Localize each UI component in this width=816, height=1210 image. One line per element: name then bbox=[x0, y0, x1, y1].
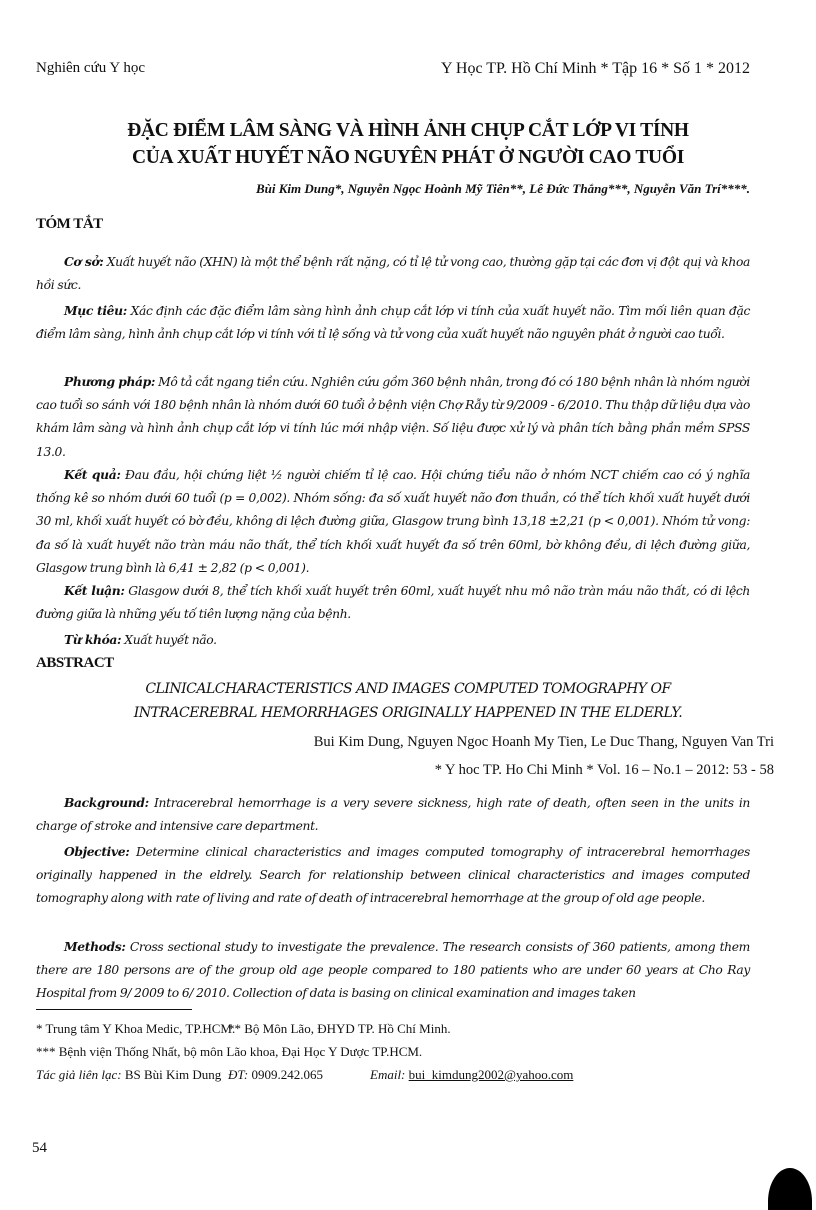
article-title-line1: ĐẶC ĐIỂM LÂM SÀNG VÀ HÌNH ẢNH CHỤP CẮT LỚP VI TÍNH bbox=[127, 120, 689, 141]
abstract-objective: Objective: Determine clinical characteristics and images computed tomography of intracerebral hemorrhages originally happened in the eldrely. Search for relationship between clinical characteristics and images computed tomography along with rate of living and rate of death of intracerebral hemorrhage at the group of old age people. bbox=[36, 844, 750, 906]
footnote-email: Email: bui_kimdung2002@yahoo.com bbox=[370, 1067, 574, 1082]
article-title-line2: CỦA XUẤT HUYẾT NÃO NGUYÊN PHÁT Ở NGƯỜI CAO TUỔI bbox=[131, 147, 684, 168]
footnote-phone: ĐT: 0909.242.065 bbox=[228, 1067, 323, 1082]
summary-results: Kết quả: Đau đầu, hội chứng liệt ½ người chiếm tỉ lệ cao. Hội chứng tiểu não ở nhóm NCT chiếm cao có ý nghĩa thống kê so nhóm dưới 60 tuổi (p = 0,002). Nhóm sống: đa số xuất huyết não đơn thuần, có thể tích khối xuất huyết dưới 30 ml, khối xuất huyết có bờ đều, không di lệch đường giữa, Glasgow trung bình 13,18 ±2,21 (p < 0,001). Nhóm tử vong: đa số là xuất huyết não tràn máu não thất, thể tích khối xuất huyết đa số trên 60ml, bờ không đều, di lệch đường giữa, Glasgow trung bình là 6,41 ± 2,82 (p < 0,001). bbox=[36, 467, 751, 575]
summary-background: Cơ sở: Xuất huyết não (XHN) là một thể bệnh rất nặng, có tỉ lệ tử vong cao, thường gặp tại các đơn vị đột quị và khoa hồi sức. bbox=[36, 254, 750, 293]
abstract-heading: ABSTRACT bbox=[36, 655, 114, 671]
summary-keywords: Từ khóa: Xuất huyết não. bbox=[64, 632, 217, 647]
citation: * Y hoc TP. Ho Chi Minh * Vol. 16 – No.1 – 2012: 53 - 58 bbox=[434, 762, 774, 778]
page-number: 54 bbox=[32, 1140, 47, 1156]
authors-en: Bui Kim Dung, Nguyen Ngoc Hoanh My Tien, Le Duc Thang, Nguyen Van Tri bbox=[313, 734, 774, 750]
summary-heading: TÓM TẮT bbox=[36, 216, 103, 232]
footnote-1: * Trung tâm Y Khoa Medic, TP.HCM. bbox=[36, 1021, 236, 1036]
summary-conclusion: Kết luận: Glasgow dưới 8, thể tích khối xuất huyết trên 60ml, xuất huyết nhu mô não tràn máu não thất, có di lệch đường giữa là những yếu tố tiên lượng nặng của bệnh. bbox=[36, 583, 750, 622]
abstract-title-line1: CLINICALCHARACTERISTICS AND IMAGES COMPUTED TOMOGRAPHY OF bbox=[145, 681, 671, 697]
authors-vi: Bùi Kim Dung*, Nguyễn Ngọc Hoành Mỹ Tiên**, Lê Đức Thắng***, Nguyễn Văn Trí****. bbox=[256, 181, 750, 196]
summary-objective: Mục tiêu: Xác định các đặc điểm lâm sàng hình ảnh chụp cắt lớp vi tính của xuất huyết não. Tìm mối liên quan đặc điểm lâm sàng, hình ảnh chụp cắt lớp vi tính với tỉ lệ sống và tử vong của xuất huyết não nguyên phát ở người cao tuổi. bbox=[36, 303, 750, 342]
scan-artifact-shape bbox=[768, 1168, 812, 1210]
footnote-3: *** Bệnh viện Thống Nhất, bộ môn Lão khoa, Đại Học Y Dược TP.HCM. bbox=[36, 1044, 423, 1059]
abstract-methods: Methods: Cross sectional study to investigate the prevalence. The research consists of 360 patients, among them there are 180 persons are of the group old age people compared to 180 patients who are under 60 years at Cho Ray Hospital from 9/ 2009 to 6/ 2010. Collection of data is basing on clinical examination and images taken bbox=[36, 939, 750, 1001]
running-header-right: Y Học TP. Hồ Chí Minh * Tập 16 * Số 1 * 2012 bbox=[440, 60, 750, 77]
abstract-title-line2: INTRACEREBRAL HEMORRHAGES ORIGINALLY HAPPENED IN THE ELDERLY. bbox=[133, 705, 683, 721]
footnote-contact: Tác giả liên lạc: BS Bùi Kim Dung bbox=[36, 1067, 222, 1082]
email-link[interactable]: bui_kimdung2002@yahoo.com bbox=[408, 1067, 574, 1082]
footnote-2: ** Bộ Môn Lão, ĐHYD TP. Hồ Chí Minh. bbox=[228, 1021, 451, 1036]
summary-methods: Phương pháp: Mô tả cắt ngang tiền cứu. Nghiên cứu gồm 360 bệnh nhân, trong đó có 180 bệnh nhân là nhóm người cao tuổi so sánh với 180 bệnh nhân là nhóm dưới 60 tuổi ở bệnh viện Chợ Rẫy từ 9/2009 - 6/2010. Thu thập dữ liệu dựa vào khám lâm sàng và hình ảnh chụp cắt lớp vi tính lúc mới nhập viện. Số liệu được xử lý và phân tích bằng phần mềm SPSS 13.0. bbox=[36, 374, 750, 459]
running-header-left: Nghiên cứu Y học bbox=[36, 60, 146, 76]
abstract-background: Background: Intracerebral hemorrhage is a very severe sickness, high rate of death, often seen in the units in charge of stroke and intensive care department. bbox=[36, 795, 750, 834]
footnote-divider bbox=[36, 1009, 192, 1010]
